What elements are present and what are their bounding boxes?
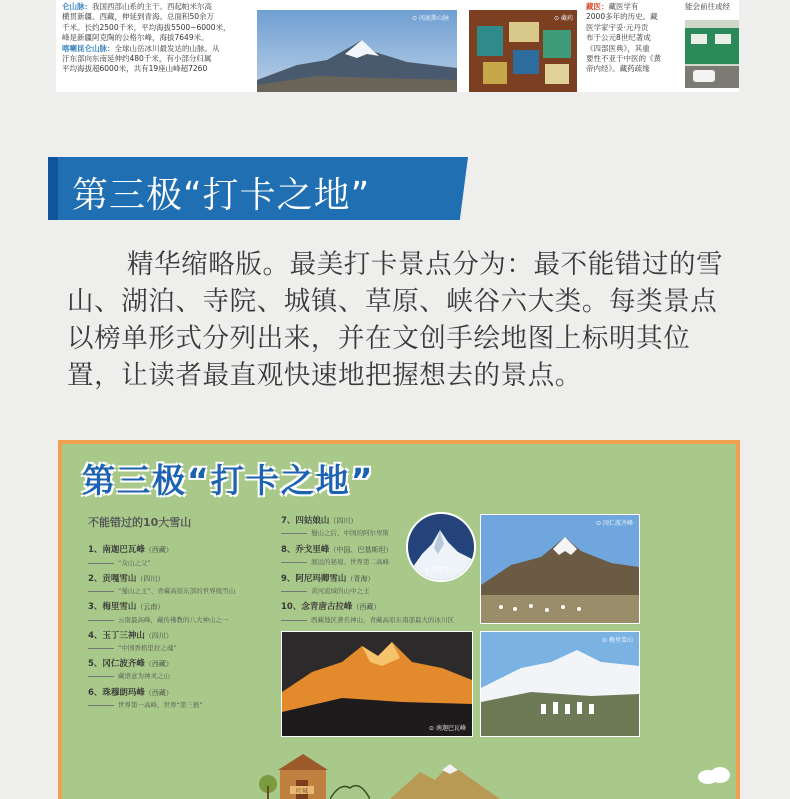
peak-region: （西藏） [144,660,173,668]
peak-desc [88,558,151,567]
text-line: 医学家宇妥·元丹贡 [586,22,649,32]
mountain-illustration [390,760,500,799]
medicine-image [469,10,577,92]
peak-region: （西藏） [144,689,173,697]
peak-name: 2、贡嘎雪山 [88,574,137,584]
text-line: 布于公元8世纪著成 [586,33,651,43]
banner-accent [48,157,58,220]
text-line: 横贯新疆、西藏，伸延到青海。总面积50余万 [62,12,215,22]
peak-region: （青海） [346,575,375,583]
peak-desc [88,643,177,652]
peak-name: 10、念青唐古拉峰 [281,602,353,612]
peak-desc [88,700,203,709]
text-label: 喀喇昆仑山脉： [62,43,115,53]
peak-desc-text: “众山之父” [118,559,151,567]
meili-photo [480,631,640,737]
clinic-image [685,20,739,88]
peak-region: （四川） [144,632,173,640]
mountain-image [257,10,457,92]
peak-desc-text: 西藏地区著名神山、青藏高原东南部最大的冰川区 [311,616,454,624]
meili-image [481,632,639,736]
peak-desc [88,586,235,595]
previous-section-strip [56,0,739,92]
peak-desc-text: “中国香格里拉之魂” [118,644,177,652]
photo-caption: ⊙ 玛卿雪山 [424,565,455,574]
peak-item [88,686,173,698]
text-line: 汗东部向东南延伸约480千米，有小部分归属 [62,54,212,64]
peak-desc-text: 蜀山之后、中国的阿尔卑斯 [311,529,389,537]
photo-caption: ⊙ 冈底斯山脉 [412,13,449,22]
text-line: 我国西部山系的主干。西起帕米尔高 [92,2,212,11]
peak-region: （中国、巴基斯坦） [329,546,393,554]
photo-caption: ⊙ 梅里雪山 [602,635,633,644]
peak-desc [281,586,370,595]
text-line: 千米。长约2500千米，平均海拔5500~6000米， [62,22,231,32]
text-line: 要性不亚于中医的《黄 [586,54,661,64]
peak-item [88,600,164,612]
text-label: 藏医： [586,2,609,11]
peak-region: （四川） [329,517,358,525]
peak-name: 5、冈仁波齐峰 [88,659,145,669]
intro-paragraph [67,246,739,394]
text-line: 藏医学有 [608,2,639,11]
section-title: 第三极“打卡之地” [72,175,371,216]
peak-item [88,629,173,641]
peak-desc [281,528,389,537]
photo-caption: ⊙ 冈仁波齐峰 [596,518,633,527]
peak-name: 1、南迦巴瓦峰 [88,545,145,555]
peak-desc-text: 云南最高峰，藏传佛教的八大神山之一 [118,616,229,624]
photo-caption: ⊙ 南迦巴瓦峰 [429,723,466,732]
text-line: 平均海拔超6000米，共有19座山峰超7260 [62,64,208,74]
peak-item [281,572,374,584]
mountain-photo [257,10,457,92]
cloud-icon [694,765,734,785]
board-title: 第三极“打卡之地” [82,461,375,500]
peak-desc-text: 黄河流域的山中之王 [311,587,370,595]
peak-item [88,543,173,555]
peak-desc [281,615,454,624]
peak-desc [88,615,229,624]
peak-region: （云南） [136,603,165,611]
photo-caption: ⊙ 藏药 [554,13,573,22]
text-line: 2000多年的历史。藏 [586,12,658,22]
peak-desc-text: 世界第一高峰，世界“第三极” [118,701,203,709]
peak-name: 7、四姑娘山 [281,516,330,526]
peak-region: （四川） [136,575,165,583]
peak-desc [281,557,389,566]
peak-item [88,657,173,669]
board-subtitle: 不能错过的10大雪山 [88,516,192,529]
peak-name: 3、梅里雪山 [88,602,137,612]
clinic-photo [685,20,739,88]
right-text-block [586,2,676,75]
namcha-image [282,632,472,736]
peak-name: 6、珠穆朗玛峰 [88,688,145,698]
medicine-photo [469,10,577,92]
round-peak-photo [406,512,476,582]
peak-item [281,514,357,526]
peak-region: （西藏） [352,603,381,611]
peak-region: （西藏） [144,546,173,554]
peak-desc-text: 藏语意为神灵之山 [118,672,170,680]
namcha-photo [281,631,473,737]
text-line: 峰是新疆阿克陶的公格尔峰，海拔7649米。 [62,33,209,43]
text-line: 全球山岳冰川最发达的山脉。从 [114,43,220,53]
text-label: 仑山脉： [62,2,92,11]
peak-name: 8、乔戈里峰 [281,545,330,555]
peak-item [88,572,164,584]
peak-name: 9、阿尼玛卿雪山 [281,574,347,584]
hill-outline [330,780,370,799]
peak-item [281,543,392,555]
kailash-image [481,515,639,623]
left-text-block [62,2,248,75]
kailash-photo [480,514,640,624]
text-line: 能会前往或经 [685,2,730,11]
peak-desc [88,671,170,680]
intro-text: 精华缩略版。最美打卡景点分为：最不能错过的雪山、湖泊、寺院、城镇、草原、峡谷六大类。每类景点以榜单形式分列出来，并在文创手绘地图上标明其位置，让读者最直观快速地把握想去的景点。 [67,249,724,391]
far-right-text [685,2,739,12]
peak-name: 4、玉丁三神山 [88,631,145,641]
text-line: 帝内经》。藏药疏缘 [586,64,650,74]
peak-item [281,600,380,612]
gate-illustration [258,752,338,799]
gate-label: 叶城 [295,788,309,795]
text-line: 《四部医典》，其重 [586,43,650,53]
peak-desc-text: “蜀山之王”、青藏高原东部的世界级雪山 [118,587,236,595]
peak-desc-text: 渥远的秘境、世界第二高峰 [311,558,389,566]
